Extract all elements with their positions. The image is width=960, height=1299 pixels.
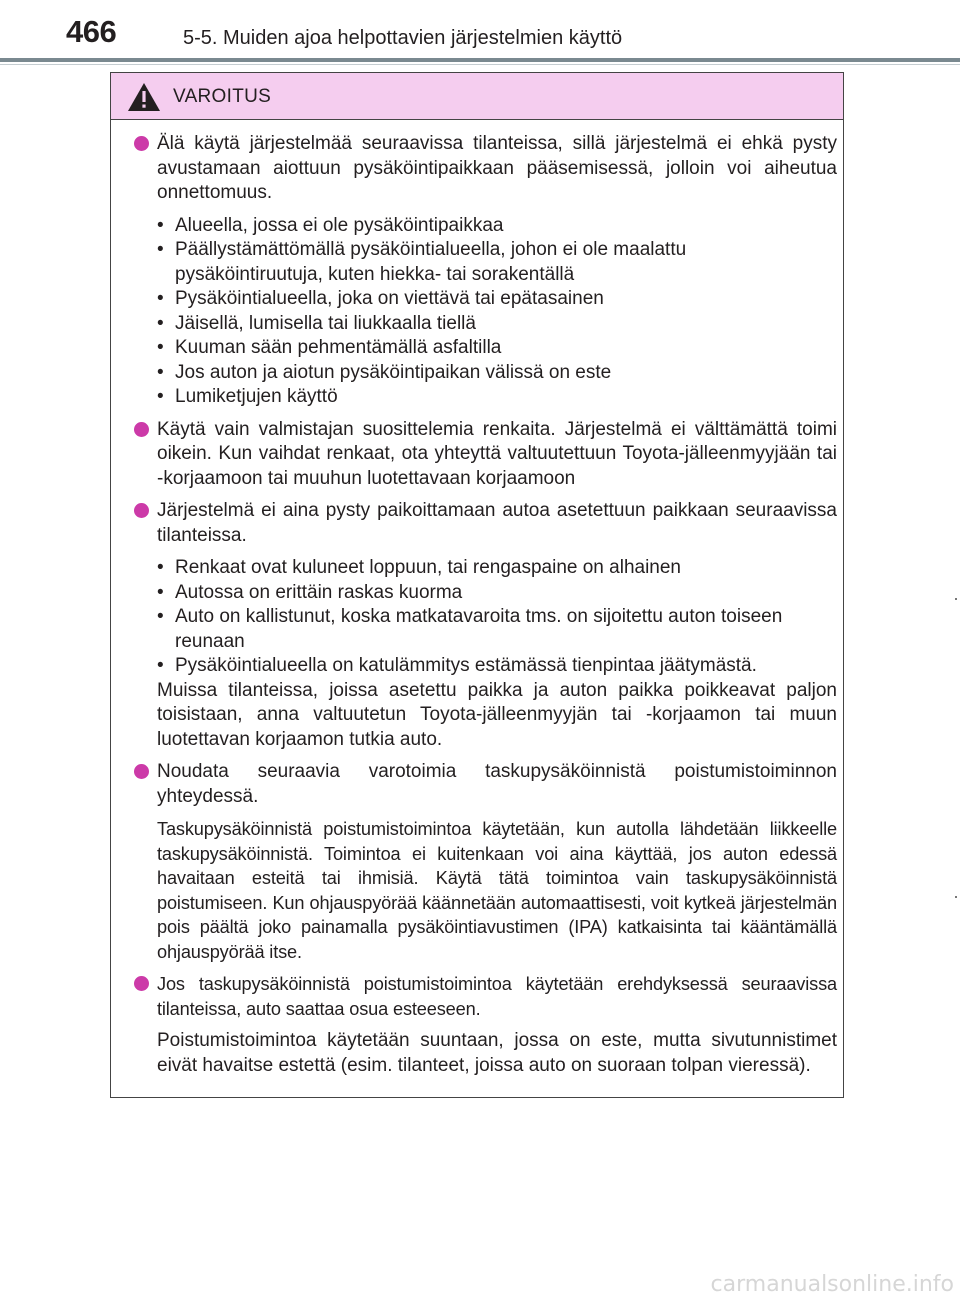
warning-bullet — [134, 499, 837, 548]
list-item: • Alueella, jossa ei ole pysäköintipaikkaa — [157, 214, 504, 236]
margin-mark — [955, 896, 957, 898]
sub-list — [134, 214, 837, 410]
list-item: • Autossa on erittäin raskas kuorma — [157, 581, 463, 603]
list-item: • Auto on kallistunut, koska matkatavaroita tms. on sijoitettu auton toiseen reunaan — [157, 606, 783, 652]
list-item: • Jos auton ja aiotun pysäköintipaikan välissä on este — [157, 361, 612, 383]
bullet-note: Taskupysäköinnistä poistumistoimintoa käytetään, kun autolla lähdetään liikkeelle taskupysäköinnistä. Toimintoa ei kuitenkaan voi aina käyttää, jos auton edessä havaitaan esteitä tai ihmisiä. Käytä tätä toimintoa vain taskupysäköinnistä poistumiseen. Kun ohjauspyörää käännetään automaattisesti, voit kytkeä järjestelmän pois päältä joko painamalla pysäköintiavustimen (IPA) katkaisinta tai kääntämällä ohjauspyörää itse. — [157, 819, 837, 962]
bullet-dot-icon — [134, 503, 149, 518]
list-item: • Pysäköintialueella on katulämmitys estämässä tienpintaa jäätymästä. — [157, 655, 757, 676]
bullet-dot-icon — [134, 764, 149, 779]
warning-bullet — [134, 760, 837, 809]
list-item: • Lumiketjujen käyttö — [157, 386, 338, 407]
chapter-title: 5-5. Muiden ajoa helpottavien järjestelmien käyttö — [183, 27, 623, 49]
warning-bullet — [134, 418, 837, 492]
warning-triangle-icon — [127, 82, 161, 112]
margin-mark — [955, 598, 957, 600]
bullet-dot-icon — [134, 422, 149, 437]
bullet-note: Muissa tilanteissa, joissa asetettu paikka ja auton paikka poikkeavat paljon toisistaan, anna valtuutetun Toyota-jälleenmyyjän tai -korjaamon tai muun luotettavan korjaamon tutkia auto. — [157, 679, 837, 750]
bullet-text: Noudata seuraavia varotoimia taskupysäköinnistä poistumistoiminnon yhteydessä. — [157, 761, 837, 807]
page-number: 466 — [66, 14, 117, 49]
list-item: • Renkaat ovat kuluneet loppuun, tai rengaspaine on alhainen — [157, 557, 681, 578]
page-header — [0, 0, 960, 70]
header-rule-thin — [0, 64, 960, 65]
list-item: • Jäisellä, lumisella tai liukkaalla tiellä — [157, 312, 476, 334]
warning-bullet — [134, 972, 837, 1021]
bullet-text: Käytä vain valmistajan suosittelemia renkaita. Järjestelmä ei välttämättä toimi oikein. Kun vaihdat renkaat, ota yhteyttä valtuutettuun Toyota-jälleenmyyjään tai -korjaamoon tai muuhun luotettavaan korjaamoon — [157, 418, 837, 489]
list-item: • Pysäköintialueella, joka on viettävä tai epätasainen — [157, 288, 604, 309]
bullet-note: Poistumistoimintoa käytetään suuntaan, jossa on este, mutta sivutunnistimet eivät havaitse estettä (esim. tilanteet, joissa auto on suoraan tolpan vieressä). — [157, 1030, 837, 1076]
bullet-text: Jos taskupysäköinnistä poistumistoimintoa käytetään erehdyksessä seuraavissa tilanteissa, auto saattaa osua esteeseen. — [157, 974, 837, 1019]
list-item: • Kuuman sään pehmentämällä asfaltilla — [157, 337, 502, 358]
watermark: carmanualsonline.info — [710, 1272, 954, 1297]
warning-content — [111, 120, 843, 1078]
list-item: • Päällystämättömällä pysäköintialueella, johon ei ole maalattu pysäköintiruutuja, kuten hiekka- tai sorakentällä — [157, 239, 687, 285]
sub-list — [134, 556, 837, 679]
header-rule — [0, 58, 960, 62]
warning-bullet — [134, 132, 837, 206]
bullet-dot-icon — [134, 136, 149, 151]
warning-box — [110, 72, 844, 1098]
bullet-text: Järjestelmä ei aina pysty paikoittamaan autoa asetettuun paikkaan seuraavissa tilanteissa. — [157, 500, 837, 546]
bullet-dot-icon — [134, 976, 149, 991]
warning-header — [111, 73, 843, 120]
bullet-text: Älä käytä järjestelmää seuraavissa tilanteissa, sillä järjestelmä ei ehkä pysty avustamaan aiottuun pysäköintipaikkaan pääsemisessä, jolloin voi aiheutua onnettomuus. — [157, 133, 837, 203]
warning-title: VAROITUS — [173, 86, 272, 107]
